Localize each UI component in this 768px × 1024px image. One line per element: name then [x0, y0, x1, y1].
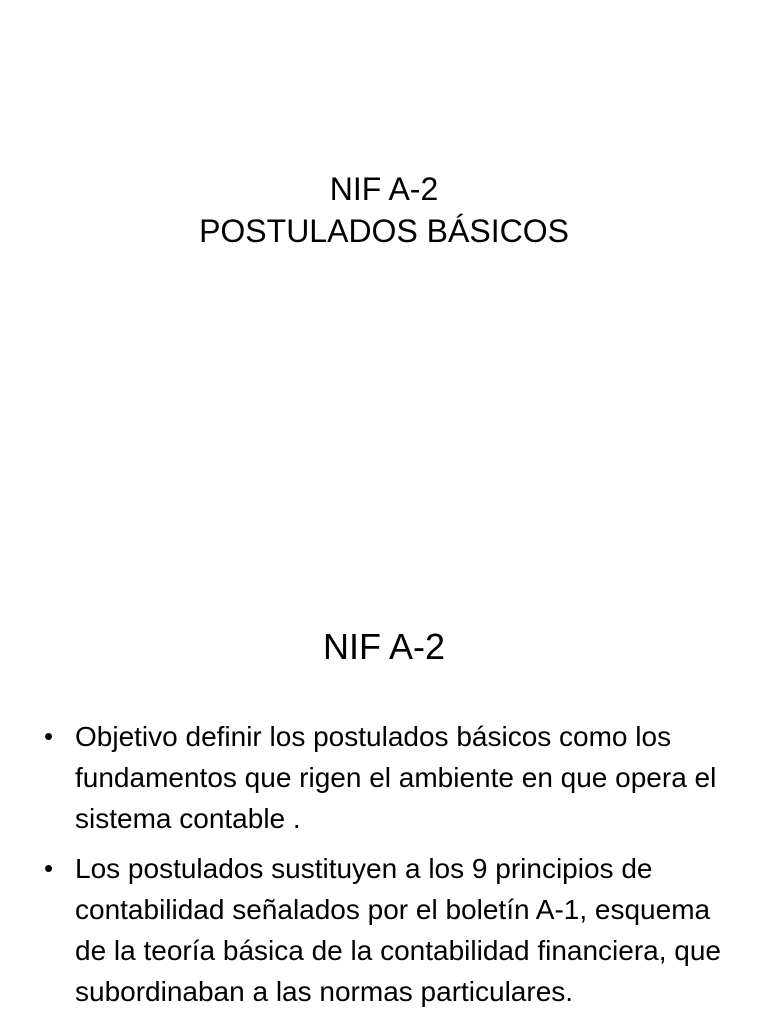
slide-title-line-2: POSTULADOS BÁSICOS [199, 213, 569, 249]
bullet-text: Objetivo definir los postulados básicos como los fundamentos que rigen el ambiente en que opera el sistema contable . [75, 721, 717, 834]
content-slide-title: NIF A-2 [322, 626, 446, 667]
content-slide [0, 576, 768, 1024]
bullet-icon: • [44, 853, 54, 883]
bullet-text: Los postulados sustituyen a los 9 principios de contabilidad señalados por el boletín A-1, esquema de la teoría básica de la contabilidad financiera, que subordinaban a las normas particulares. [75, 853, 721, 1007]
bullet-item-postulados [0, 848, 768, 1012]
bullet-icon: • [44, 721, 54, 751]
bullet-item-objetivo [0, 716, 768, 839]
bullet-list [0, 716, 768, 1021]
slide-title [0, 168, 768, 252]
slide-title-line-1: NIF A-2 [329, 171, 439, 207]
